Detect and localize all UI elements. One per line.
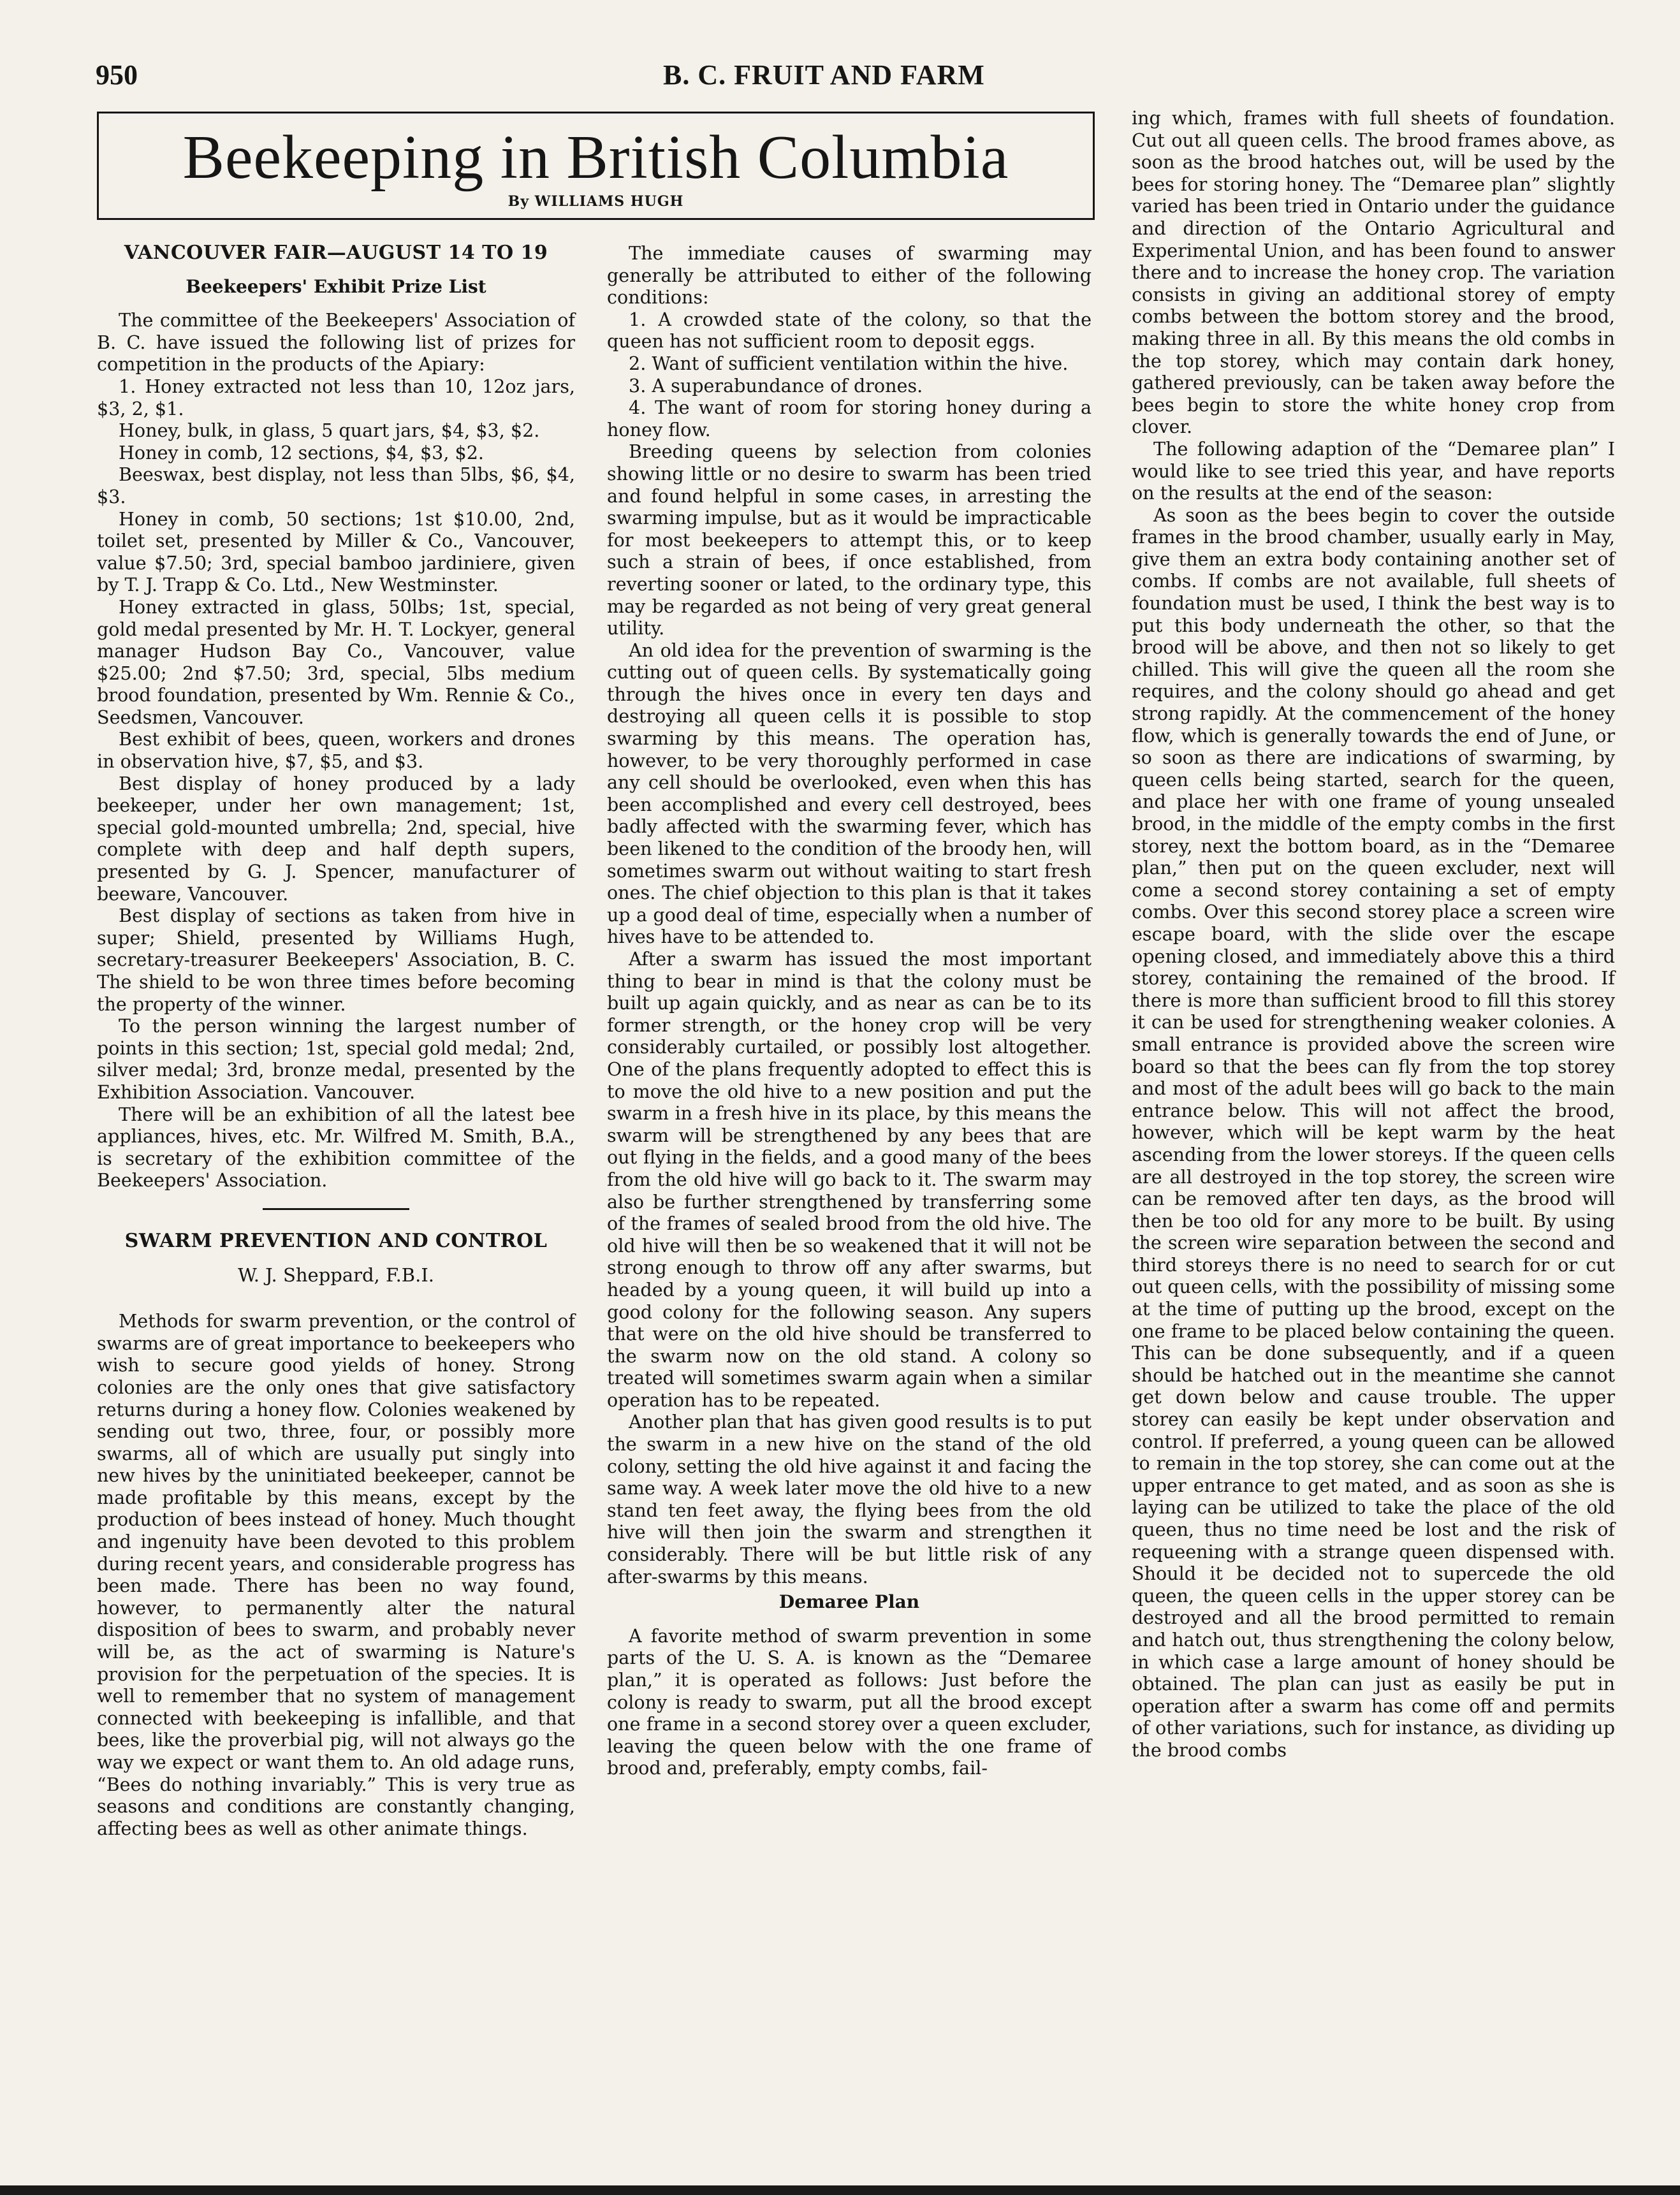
swarm-paragraph: 3. A superabundance of drones. (629, 374, 923, 397)
column-1 (97, 242, 575, 1839)
swarm-author: W. J. Sheppard, F.B.I. (238, 1264, 434, 1286)
fair-paragraph: Best exhibit of bees, queen, workers and drones in observation hive, $7, $5, and $3. (97, 728, 575, 773)
fair-paragraph: Honey extracted in glass, 50lbs; 1st, special, gold medal presented by Mr. H. T. Lockyer, general manager Hudson Bay Co., Vancouver, value $25.00; 2nd $7.50; 3rd, special, 5lbs medium brood foundation, presented by Wm. Rennie & Co., Seedsmen, Vancouver. (97, 595, 575, 728)
page-number: 950 (96, 59, 138, 91)
article-title: Beekeeping in British Columbia (182, 123, 1009, 192)
section-divider (263, 1208, 409, 1210)
swarm-paragraph: The immediate causes of swarming may generally be attributed to either of the following conditions: (607, 242, 1092, 309)
swarm-heading: SWARM PREVENTION AND CONTROL (124, 1229, 548, 1252)
running-title: B. C. FRUIT AND FARM (663, 59, 985, 91)
fair-paragraph: Honey, bulk, in glass, 5 quart jars, $4, $3, $2. (119, 419, 540, 442)
bottom-edge-rule (0, 2185, 1680, 2195)
fair-paragraph: To the person winning the largest number of points in this section; 1st, special gold medal; 2nd, silver medal; 3rd, bronze medal, presented by the Exhibition Association. Vancouver. (97, 1015, 575, 1103)
fair-paragraph: Honey in comb, 12 sections, $4, $3, $2. (119, 441, 485, 463)
swarm-paragraph: 4. The want of room for storing honey during a honey flow. (607, 397, 1092, 441)
swarm-paragraph: Another plan that has given good results is to put the swarm in a new hive on the stand of the old colony, setting the old hive against it and facing the same way. A week later move the old hive to a new stand ten feet away, the flying bees from the old hive will then join the swarm and strengthen it considerably. There will be but little risk of any after-swarms by this means. (607, 1411, 1092, 1587)
fair-paragraph: Honey in comb, 50 sections; 1st $10.00, 2nd, toilet set, presented by Miller & Co., Vancouver, value $7.50; 3rd, special bamboo jardiniere, given by T. J. Trapp & Co. Ltd., New Westminster. (97, 507, 575, 596)
title-box (97, 112, 1095, 220)
fair-paragraph: There will be an exhibition of all the latest bee appliances, hives, etc. Mr. Wilfred M. Smith, B.A., is secretary of the exhibition committee of the Beekeepers' Association. (97, 1103, 575, 1192)
column-3 (1132, 107, 1615, 1761)
demaree-paragraph: A favorite method of swarm prevention in some parts of the U. S. A. is known as the “Demaree plan,” it is operated as follows: Just before the colony is ready to swarm, put all the brood except one frame in a second storey over a queen excluder, leaving the queen below with the one frame of brood and, preferably, empty combs, fail- (607, 1624, 1092, 1779)
fair-paragraph: The committee of the Beekeepers' Association of B. C. have issued the following list of prizes for competition in the products of the Apiary: (97, 309, 575, 376)
swarm-paragraph: 1. A crowded state of the colony, so that the queen has not sufficient room to deposit eggs. (607, 308, 1092, 353)
article-byline: By WILLIAMS HUGH (508, 193, 684, 210)
fair-paragraph: Best display of sections as taken from hive in super; Shield, presented by Williams Hugh, secretary-treasurer Beekeepers' Association, B. C. The shield to be won three times before becoming the property of the winner. (97, 905, 575, 1015)
fair-paragraph: 1. Honey extracted not less than 10, 12oz jars, $3, 2, $1. (97, 375, 575, 419)
swarm-paragraph: After a swarm has issued the most important thing to bear in mind is that the colony must be built up again quickly, and as near as can be to its former strength, or the honey crop will be very considerably curtailed, or possibly lost altogether. One of the plans frequently adopted to effect this is to move the old hive to a new position and put the swarm in a fresh hive in its place, by this means the swarm will be strengthened by any bees that are out flying in the fields, and a good many of the bees from the old hive will go back to it. The swarm may also be further strengthened by transferring some of the frames of sealed brood from the old hive. The old hive will then be so weakened that it will not be strong enough to throw off any after swarms, but headed by a young queen, it will build up into a good colony for the following season. Any supers that were on the old hive should be transferred to the swarm now on the old stand. A colony so treated will sometimes swarm again when a similar operation has to be repeated. (607, 948, 1092, 1411)
swarm-paragraph: An old idea for the prevention of swarming is the cutting out of queen cells. By systematically going through the hives once in every ten days and destroying all queen cells it is possible to stop swarming by this means. The operation has, however, to be very thoroughly performed in case any cell should be overlooked, even when this has been accomplished and every cell destroyed, bees badly affected with the swarming fever, which has been likened to the condition of the broody hen, will sometimes swarm out without waiting to start fresh ones. The chief objection to this plan is that it takes up a good deal of time, especially when a number of hives have to be attended to. (607, 639, 1092, 948)
fair-subheading: Beekeepers' Exhibit Prize List (186, 275, 486, 297)
demaree-heading: Demaree Plan (778, 1591, 920, 1613)
fair-paragraph: Beeswax, best display, not less than 5lbs, $6, $4, $3. (97, 463, 575, 507)
column-2 (607, 242, 1092, 1779)
demaree-paragraph: As soon as the bees begin to cover the outside frames in the brood chamber, usually early in May, give them an extra body containing another set of combs. If combs are not available, full sheets of foundation must be used, I think the best way is to put this body underneath the other, so that the brood will be above, and then not so likely to get chilled. This will give the queen all the room she requires, and the colony should go ahead and get strong rapidly. At the commencement of the honey flow, which is generally towards the end of June, or so soon as there are indications of swarming, by queen cells being started, search for the queen, and place her with one frame of young unsealed brood, in the middle of the empty combs in the first storey, next the bottom board, as in the “Demaree plan,” then put on the queen excluder, next will come a second storey containing a set of empty combs. Over this second storey place a screen wire escape board, with the slide over the escape opening closed, and immediately above this a third storey, containing the remained of the brood. If there is more than sufficient brood to fill this storey it can be used for strengthening weaker colonies. A small entrance is provided above the screen wire board so that the bees can fly from the top storey and most of the adult bees will go back to the main entrance below. This will not affect the brood, however, which will be kept warm by the heat ascending from the lower storeys. If the queen cells are all destroyed in the top storey, the screen wire can be removed after ten days, as the brood will then be too old for any more to be built. By using the screen wire separation between the second and third storeys there is no need to search for or cut out queen cells, with the possibility of missing some at the time of putting up the brood, except on the one frame to be placed below containing the queen. This can be done subsequently, and if a queen should be hatched out in the meantime she cannot get down below and cause trouble. The upper storey can easily be kept under observation and control. If preferred, a young queen can be allowed to remain in the top storey, she can come out at the upper entrance to get mated, and as soon as she is laying can be utilized to take the place of the old queen, thus no time need be lost and the risk of requeening with a strange queen dispensed with. Should it be decided not to supercede the old queen, the queen cells in the upper storey can be destroyed and all the brood permitted to remain and hatch out, thus strengthening the colony below, in which case a large amount of honey should be obtained. The plan can just as easily be put in operation after a swarm has come off and permits of other variations, such for instance, as dividing up the brood combs (1132, 504, 1615, 1761)
fair-paragraph: Best display of honey produced by a lady beekeeper, under her own management; 1st, special gold-mounted umbrella; 2nd, special, hive complete with deep and half depth supers, presented by G. J. Spencer, manufacturer of beeware, Vancouver. (97, 772, 575, 905)
swarm-paragraph: Breeding queens by selection from colonies showing little or no desire to swarm has been tried and found helpful in some cases, in arresting the swarming impulse, but as it would be impracticable for most beekeepers to attempt this, or to keep such a strain of bees, if once established, from reverting sooner or lated, to the ordinary type, this may be regarded as not being of very great general utility. (607, 441, 1092, 639)
demaree-paragraph: ing which, frames with full sheets of foundation. Cut out all queen cells. The brood frames above, as soon as the brood hatches out, will be used by the bees for storing honey. The “Demaree plan” slightly varied has been tried in Ontario under the guidance and direction of the Ontario Agricultural and Experimental Union, and has been found to answer there and to increase the honey crop. The variation consists in giving an additional storey of empty combs between the bottom storey and the brood, making three in all. By this means the old combs in the top storey, which may contain dark honey, gathered previously, can be taken away before the bees begin to store the white honey crop from clover. (1132, 107, 1615, 438)
swarm-paragraph: 2. Want of sufficient ventilation within the hive. (629, 352, 1069, 374)
swarm-paragraph: Methods for swarm prevention, or the control of swarms are of great importance to beekeepers who wish to secure good yields of honey. Strong colonies are the only ones that give satisfactory returns during a honey flow. Colonies weakened by sending out two, three, four, or possibly more swarms, all of which are usually put singly into new hives by the uninitiated beekeeper, cannot be made profitable by this means, except by the production of bees instead of honey. Much thought and ingenuity have been devoted to this problem during recent years, and considerable progress has been made. There has been no way found, however, to permanently alter the natural disposition of bees to swarm, and probably never will be, as the act of swarming is Nature's provision for the perpetuation of the species. It is well to remember that no system of management connected with beekeeping is infallible, and that bees, like the proverbial pig, will not always go the way we expect or want them to. An old adage runs, “Bees do nothing invariably.” This is very true as seasons and conditions are constantly changing, affecting bees as well as other animate things. (97, 1310, 575, 1839)
fair-heading: VANCOUVER FAIR—AUGUST 14 TO 19 (124, 242, 548, 264)
demaree-paragraph: The following adaption of the “Demaree plan” I would like to see tried this year, and have reports on the results at the end of the season: (1132, 437, 1615, 504)
